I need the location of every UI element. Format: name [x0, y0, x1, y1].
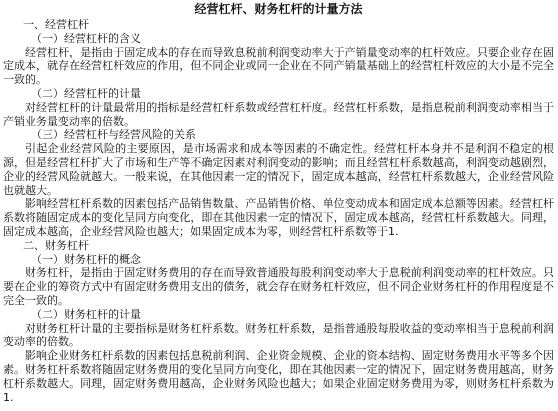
subsection-heading: （二）经营杠杆的计量: [31, 86, 141, 100]
section-heading: 一、经营杠杆: [23, 18, 89, 31]
subsection-heading: （三）经营杠杆与经营风险的关系: [31, 128, 196, 142]
paragraph: 经营杠杆，是指由于固定成本的存在而导致息税前利润变动率大于产销量变动率的杠杆效应。只要企业存在固定成本，就存在经营杠杆效应的作用，但不同企业或同一企业在不同产销量基础上的经营杠杆效应的大小是不完全一致的。: [3, 45, 554, 87]
document-title: 经营杠杆、财务杠杆的计量方法: [194, 2, 363, 16]
paragraph: 影响经营杠杆系数的因素包括产品销售数量、产品销售价格、单位变动成本和固定成本总额等因素。经营杠杆系数将随固定成本的变化呈同方向变化，即在其他因素一定的情况下，固定成本越高，经营杠杆系数越大。同理，固定成本越高，企业经营风险也越大；如果固定成本为零，则经营杠杆系数等于1.: [3, 197, 554, 238]
paragraph: 影响企业财务杠杆系数的因素包括息税前利润、企业资金规模、企业的资本结构、固定财务费用水平等多个因素。财务杠杆系数将随固定财务费用的变化呈同方向变化，即在其他因素一定的情况下，固定财务费用越高，财务杠杆系数越大。同理，固定财务费用越高，企业财务风险也越大；如果企业固定财务费用为零，则财务杠杆系数为1.: [3, 349, 554, 404]
paragraph: 对经营杠杆的计量最常用的指标是经营杠杆系数或经营杠杆度。经营杠杆系数，是指息税前利润变动率相当于产销业务量变动率的倍数。: [3, 100, 554, 128]
subsection-heading: （一）财务杠杆的概念: [31, 252, 141, 266]
subsection-heading: （二）财务杠杆的计量: [31, 307, 141, 321]
section-heading: 二、财务杠杆: [23, 238, 89, 252]
paragraph: 引起企业经营风险的主要原因，是市场需求和成本等因素的不确定性。经营杠杆本身并不是利润不稳定的根源，但是经营杠杆扩大了市场和生产等不确定因素对利润变动的影响；而且经营杠杆系数越高，利润变动越剧烈，企业的经营风险就越大。一般来说，在其他因素一定的情况下，固定成本越高，经营杠杆系数越大，企业经营风险也就越大。: [3, 142, 554, 197]
subsection-heading: （一）经营杠杆的含义: [31, 31, 141, 45]
paragraph: 对财务杠杆计量的主要指标是财务杠杆系数。财务杠杆系数，是指普通股每股收益的变动率相当于息税前利润变动率的倍数。: [3, 321, 554, 349]
paragraph: 财务杠杆，是指由于固定财务费用的存在而导致普通股每股利润变动率大于息税前利润变动率的杠杆效应。只要在企业的筹资方式中有固定财务费用支出的债务，就会存在财务杠杆效应，但不同企业财务杠杆的作用程度是不完全一致的。: [3, 266, 554, 307]
